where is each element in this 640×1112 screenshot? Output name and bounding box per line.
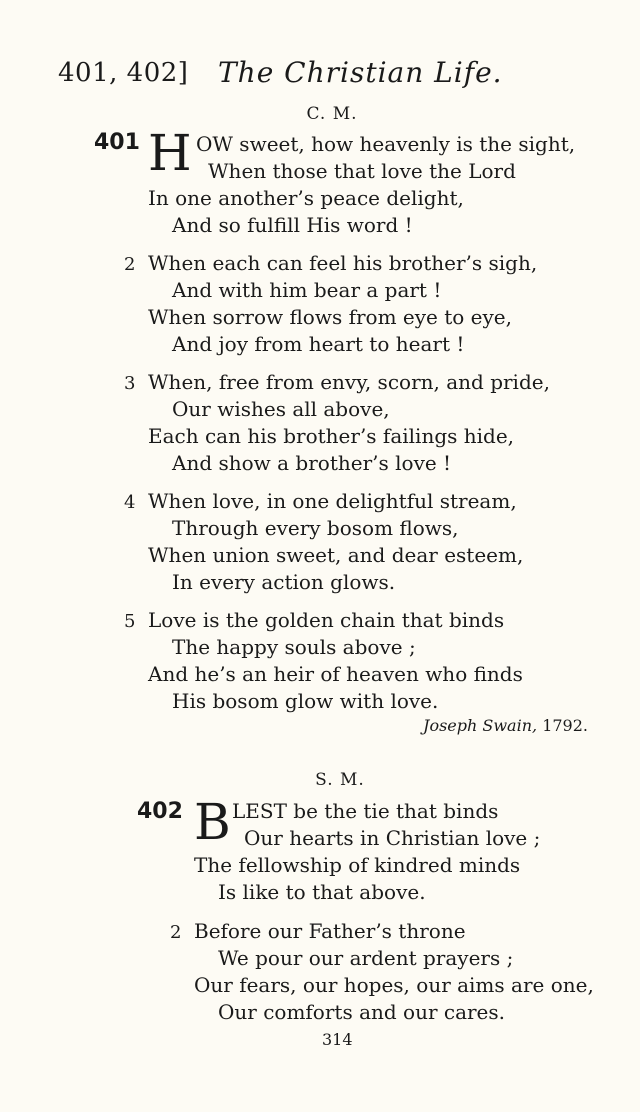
hymn-401-v5-line2: The happy souls above ; xyxy=(172,635,416,659)
hymn-401-v1-line1: OW sweet, how heavenly is the sight, xyxy=(196,132,576,156)
hymn-401-attribution xyxy=(423,716,588,735)
hymn-401-v3-line1: When, free from envy, scorn, and pride, xyxy=(148,370,550,394)
hymn-402-v1-line1: LEST be the tie that binds xyxy=(232,799,499,823)
hymn-401-dropcap: H xyxy=(148,124,192,182)
hymn-401-v1-line4: And so fulfill His word ! xyxy=(172,213,413,237)
hymn-402-v1-line4: Is like to that above. xyxy=(218,880,426,904)
hymn-402-v2-line1: Before our Father’s throne xyxy=(194,919,466,943)
hymn-401-year: 1792. xyxy=(542,716,588,735)
page-number: 314 xyxy=(322,1030,353,1049)
hymn-401-meter: C. M. xyxy=(306,104,358,124)
hymn-401-verse-2-number: 2 xyxy=(124,254,136,275)
hymn-401-v5-line4: His bosom glow with love. xyxy=(172,689,439,713)
hymn-402-v2-line4: Our comforts and our cares. xyxy=(218,1000,506,1024)
hymn-401-number: 401 xyxy=(94,130,140,155)
hymn-401-v2-line4: And joy from heart to heart ! xyxy=(172,332,465,356)
hymn-401-v1-line2: When those that love the Lord xyxy=(208,159,516,183)
hymn-402-meter: S. M. xyxy=(315,770,365,790)
hymn-401-v4-line1: When love, in one delightful stream, xyxy=(148,489,517,513)
hymn-401-v4-line4: In every action glows. xyxy=(172,570,396,594)
hymn-402-v2-line2: We pour our ardent prayers ; xyxy=(218,946,514,970)
hymn-401-v5-line3: And he’s an heir of heaven who finds xyxy=(148,662,523,686)
hymn-402-v1-line3: The fellowship of kindred minds xyxy=(194,853,521,877)
hymn-401-v2-line1: When each can feel his brother’s sigh, xyxy=(148,251,538,275)
hymn-402-number: 402 xyxy=(137,799,183,824)
hymn-401-v3-line3: Each can his brother’s failings hide, xyxy=(148,424,515,448)
hymn-401-v5-line1: Love is the golden chain that binds xyxy=(148,608,505,632)
hymn-401-v3-line4: And show a brother’s love ! xyxy=(172,451,452,475)
hymn-401-verse-5-number: 5 xyxy=(124,611,136,632)
hymn-401-author: Joseph Swain, xyxy=(423,716,538,735)
hymn-401-v4-line3: When union sweet, and dear esteem, xyxy=(148,543,524,567)
hymn-402-v1-line2: Our hearts in Christian love ; xyxy=(244,826,541,850)
hymn-402-verse-2-number: 2 xyxy=(170,922,182,943)
hymn-range-header: 401, 402] xyxy=(58,58,189,88)
hymn-402-v2-line3: Our fears, our hopes, our aims are one, xyxy=(194,973,594,997)
hymn-401-v2-line3: When sorrow flows from eye to eye, xyxy=(148,305,512,329)
hymn-401-verse-4-number: 4 xyxy=(124,492,136,513)
hymn-401-v3-line2: Our wishes all above, xyxy=(172,397,390,421)
hymn-401-v2-line2: And with him bear a part ! xyxy=(172,278,442,302)
section-title: The Christian Life. xyxy=(218,56,503,89)
hymn-402-dropcap: B xyxy=(194,793,231,851)
hymn-401-verse-3-number: 3 xyxy=(124,373,136,394)
hymn-401-v1-line3: In one another’s peace delight, xyxy=(148,186,464,210)
hymn-401-v4-line2: Through every bosom flows, xyxy=(172,516,459,540)
